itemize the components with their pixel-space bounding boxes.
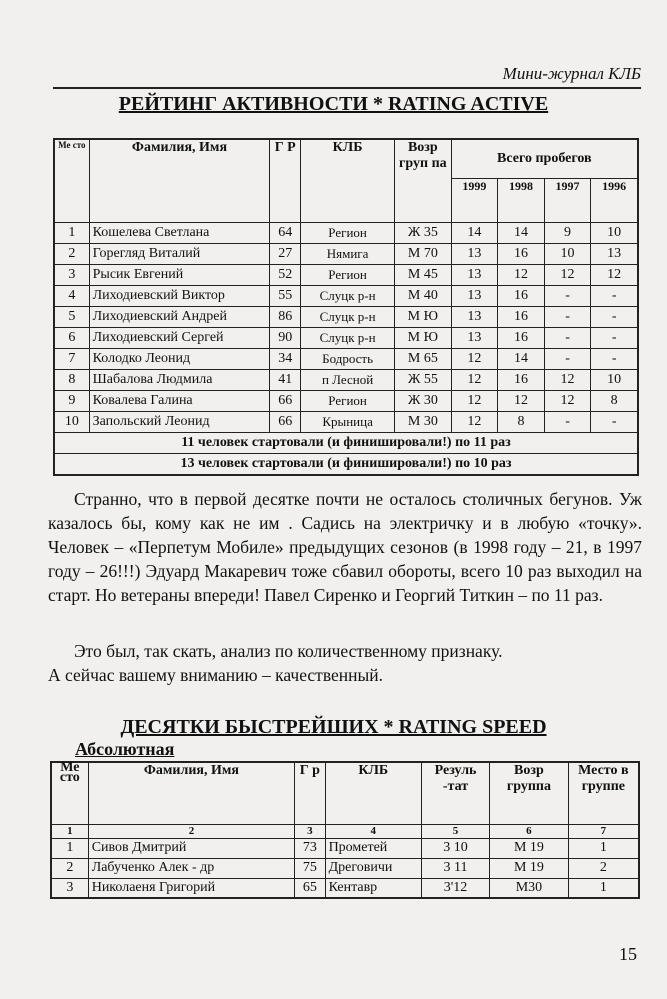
- name-cell: Горегляд Виталий: [89, 244, 270, 265]
- table-row: [54, 391, 638, 412]
- y1996-cell: 13: [591, 244, 638, 265]
- place-cell: 3: [54, 265, 89, 286]
- table-row: [54, 412, 638, 433]
- club-cell: Нямига: [301, 244, 395, 265]
- name-cell: Сивов Дмитрий: [88, 838, 294, 858]
- y1997-cell: 12: [544, 265, 591, 286]
- y1997-cell: -: [544, 349, 591, 370]
- t2-num-4: 4: [325, 824, 421, 838]
- name-cell: Кошелева Светлана: [89, 223, 270, 244]
- club-cell: Регион: [301, 265, 395, 286]
- table-row: [54, 286, 638, 307]
- rating-active-title: РЕЙТИНГ АКТИВНОСТИ * RATING ACTIVE: [118, 93, 549, 115]
- y1997-cell: 10: [544, 244, 591, 265]
- t2-col-club-header: КЛБ: [325, 762, 421, 824]
- col-name-header: Фамилия, Имя: [89, 139, 270, 223]
- y1996-cell: -: [591, 307, 638, 328]
- y1996-cell: 12: [591, 265, 638, 286]
- y1999-cell: 12: [451, 349, 498, 370]
- year-cell: 73: [295, 838, 325, 858]
- running-head: Мини-журнал КЛБ: [502, 64, 641, 83]
- y1998-cell: 16: [498, 244, 545, 265]
- table-row: [51, 838, 639, 858]
- year-cell: 86: [270, 307, 301, 328]
- y1997-cell: 9: [544, 223, 591, 244]
- age-cell: Ж 35: [395, 223, 451, 244]
- summary-line-2: 13 человек стартовали (и финишировали!) по 10 раз: [54, 454, 638, 476]
- name-cell: Ковалева Галина: [89, 391, 270, 412]
- table-row: [54, 244, 638, 265]
- year-cell: 75: [295, 858, 325, 878]
- t2-col-year-header: Г р: [295, 762, 325, 824]
- club-cell: Слуцк р-н: [301, 328, 395, 349]
- name-cell: Николаеня Григорий: [88, 878, 294, 898]
- t2-col-place-header: Ме сто: [51, 762, 88, 824]
- rating-speed-title: ДЕСЯТКИ БЫСТРЕЙШИХ * RATING SPEED: [120, 716, 547, 738]
- year-cell: 66: [270, 412, 301, 433]
- age-cell: М Ю: [395, 328, 451, 349]
- table-row: [54, 349, 638, 370]
- club-cell: Регион: [301, 391, 395, 412]
- paragraph-analysis-line2: А сейчас вашему вниманию – качественный.: [48, 665, 383, 685]
- year-1996-header: 1996: [591, 179, 638, 223]
- y1996-cell: -: [591, 328, 638, 349]
- rating-active-table: [53, 138, 639, 476]
- t2-num-5: 5: [421, 824, 489, 838]
- t2-num-2: 2: [88, 824, 294, 838]
- club-cell: Слуцк р-н: [301, 286, 395, 307]
- paragraph-commentary: Странно, что в первой десятке почти не осталось столичных бегунов. Уж казалось бы, кому как не им . Садись на электричку и в любую «точку». Человек – «Перпетум Мобиле» предыдущих сезонов (в 1998 году – 21, в 1997 году – 26!!!) Эдуард Макаревич тоже сбавил обороты, всего 10 раз выходил на старт. Но ветераны впереди! Павел Сиренко и Георгий Титкин – по 11 раз.: [48, 489, 642, 605]
- paragraph-analysis-line1: Это был, так скать, анализ по количественному признаку.: [74, 641, 503, 661]
- y1997-cell: 12: [544, 370, 591, 391]
- y1999-cell: 13: [451, 307, 498, 328]
- club-cell: Регион: [301, 223, 395, 244]
- table-row: [54, 265, 638, 286]
- place-cell: 6: [54, 328, 89, 349]
- y1999-cell: 14: [451, 223, 498, 244]
- t2-col-result-header: Резуль -тат: [421, 762, 489, 824]
- group-place-cell: 2: [568, 858, 639, 878]
- name-cell: Колодко Леонид: [89, 349, 270, 370]
- place-cell: 5: [54, 307, 89, 328]
- age-cell: М 19: [490, 858, 569, 878]
- year-cell: 90: [270, 328, 301, 349]
- y1999-cell: 12: [451, 412, 498, 433]
- t2-col-name-header: Фамилия, Имя: [88, 762, 294, 824]
- absolute-subtitle: Абсолютная: [75, 739, 175, 759]
- club-cell: Слуцк р-н: [301, 307, 395, 328]
- table-row: [54, 307, 638, 328]
- age-cell: М 65: [395, 349, 451, 370]
- y1998-cell: 16: [498, 286, 545, 307]
- y1998-cell: 8: [498, 412, 545, 433]
- summary-line-1: 11 человек стартовали (и финишировали!) по 11 раз: [54, 433, 638, 454]
- year-1997-header: 1997: [544, 179, 591, 223]
- place-cell: 4: [54, 286, 89, 307]
- t2-num-7: 7: [568, 824, 639, 838]
- t2-col-age-header: Возр группа: [490, 762, 569, 824]
- age-cell: М 70: [395, 244, 451, 265]
- club-cell: Бодрость: [301, 349, 395, 370]
- place-cell: 7: [54, 349, 89, 370]
- y1999-cell: 12: [451, 391, 498, 412]
- place-cell: 1: [51, 838, 88, 858]
- y1996-cell: -: [591, 349, 638, 370]
- club-cell: п Лесной: [301, 370, 395, 391]
- year-1998-header: 1998: [498, 179, 545, 223]
- place-cell: 2: [51, 858, 88, 878]
- name-cell: Запольский Леонид: [89, 412, 270, 433]
- table-row: [51, 878, 639, 898]
- name-cell: Шабалова Людмила: [89, 370, 270, 391]
- year-1999-header: 1999: [451, 179, 498, 223]
- y1997-cell: -: [544, 307, 591, 328]
- year-cell: 64: [270, 223, 301, 244]
- place-cell: 10: [54, 412, 89, 433]
- y1999-cell: 13: [451, 286, 498, 307]
- y1999-cell: 13: [451, 265, 498, 286]
- y1996-cell: -: [591, 286, 638, 307]
- y1999-cell: 13: [451, 244, 498, 265]
- col-year-header: Г Р: [270, 139, 301, 223]
- t2-num-6: 6: [490, 824, 569, 838]
- t2-col-group-place-header: Место в группе: [568, 762, 639, 824]
- name-cell: Лиходиевский Андрей: [89, 307, 270, 328]
- age-cell: М 40: [395, 286, 451, 307]
- club-cell: Крыница: [301, 412, 395, 433]
- club-cell: Кентавр: [325, 878, 421, 898]
- y1999-cell: 13: [451, 328, 498, 349]
- col-club-header: КЛБ: [301, 139, 395, 223]
- age-cell: Ж 55: [395, 370, 451, 391]
- name-cell: Рысик Евгений: [89, 265, 270, 286]
- result-cell: 3 11: [421, 858, 489, 878]
- year-cell: 34: [270, 349, 301, 370]
- y1998-cell: 12: [498, 265, 545, 286]
- age-cell: М Ю: [395, 307, 451, 328]
- header-rule: [53, 87, 641, 89]
- year-cell: 41: [270, 370, 301, 391]
- y1996-cell: 10: [591, 223, 638, 244]
- y1996-cell: -: [591, 412, 638, 433]
- place-cell: 3: [51, 878, 88, 898]
- y1997-cell: -: [544, 286, 591, 307]
- age-cell: Ж 30: [395, 391, 451, 412]
- year-cell: 27: [270, 244, 301, 265]
- table-row: [51, 858, 639, 878]
- place-cell: 8: [54, 370, 89, 391]
- result-cell: 3 10: [421, 838, 489, 858]
- col-age-header: Возр груп па: [395, 139, 451, 223]
- y1998-cell: 14: [498, 349, 545, 370]
- name-cell: Лиходиевский Виктор: [89, 286, 270, 307]
- year-cell: 66: [270, 391, 301, 412]
- place-cell: 9: [54, 391, 89, 412]
- result-cell: 3'12: [421, 878, 489, 898]
- age-cell: М 45: [395, 265, 451, 286]
- y1997-cell: -: [544, 412, 591, 433]
- name-cell: Лабученко Алек - др: [88, 858, 294, 878]
- club-cell: Прометей: [325, 838, 421, 858]
- name-cell: Лиходиевский Сергей: [89, 328, 270, 349]
- group-place-cell: 1: [568, 878, 639, 898]
- year-cell: 52: [270, 265, 301, 286]
- col-place-header: Ме сто: [54, 139, 89, 223]
- table-row: [54, 370, 638, 391]
- year-cell: 55: [270, 286, 301, 307]
- y1999-cell: 12: [451, 370, 498, 391]
- t2-num-3: 3: [295, 824, 325, 838]
- table-row: [54, 328, 638, 349]
- age-cell: М 19: [490, 838, 569, 858]
- y1998-cell: 16: [498, 307, 545, 328]
- y1998-cell: 16: [498, 370, 545, 391]
- place-cell: 2: [54, 244, 89, 265]
- age-cell: М 30: [395, 412, 451, 433]
- page-number: 15: [619, 944, 637, 964]
- y1996-cell: 10: [591, 370, 638, 391]
- col-total-header: Всего пробегов: [451, 139, 638, 179]
- place-cell: 1: [54, 223, 89, 244]
- y1997-cell: 12: [544, 391, 591, 412]
- group-place-cell: 1: [568, 838, 639, 858]
- y1998-cell: 12: [498, 391, 545, 412]
- table-row: [54, 223, 638, 244]
- rating-speed-table: [50, 761, 640, 899]
- y1998-cell: 16: [498, 328, 545, 349]
- y1996-cell: 8: [591, 391, 638, 412]
- y1997-cell: -: [544, 328, 591, 349]
- year-cell: 65: [295, 878, 325, 898]
- y1998-cell: 14: [498, 223, 545, 244]
- club-cell: Дреговичи: [325, 858, 421, 878]
- age-cell: М30: [490, 878, 569, 898]
- t2-num-1: 1: [51, 824, 88, 838]
